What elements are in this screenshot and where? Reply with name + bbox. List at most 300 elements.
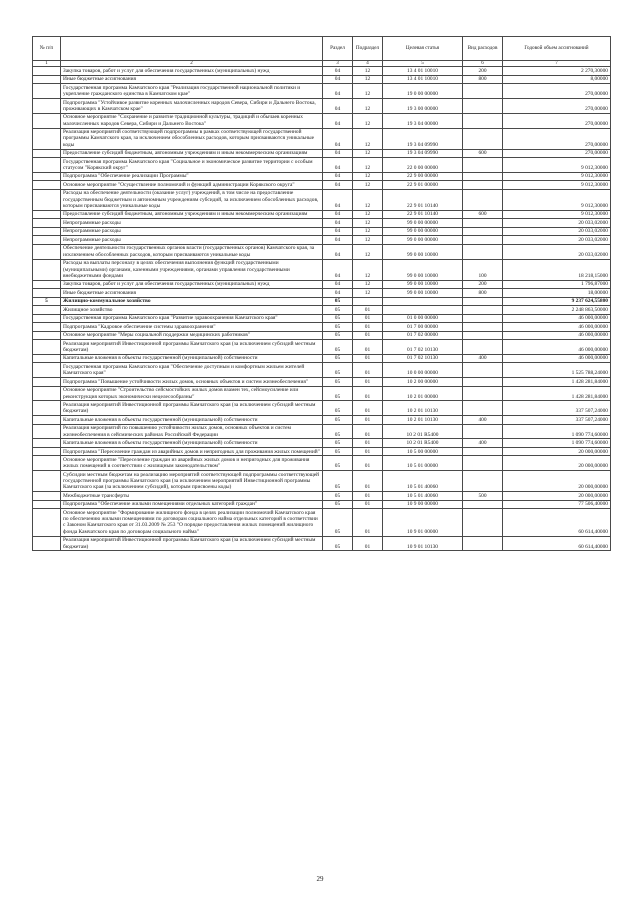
table-row xyxy=(33,354,611,362)
row-podrazdel: 12 xyxy=(353,113,383,128)
row-vr xyxy=(463,323,503,331)
row-razdel: 05 xyxy=(323,306,353,314)
row-number xyxy=(33,378,61,386)
row-csr: 99 0 00 10000 xyxy=(383,280,463,288)
row-razdel: 04 xyxy=(323,113,353,128)
row-podrazdel: 01 xyxy=(353,340,383,355)
row-amount: 9 012,30000 xyxy=(503,172,611,180)
column-number: 5 xyxy=(383,61,463,67)
row-amount: 2 248 863,50000 xyxy=(503,306,611,314)
row-razdel: 04 xyxy=(323,181,353,189)
row-number xyxy=(33,439,61,447)
row-vr xyxy=(463,158,503,173)
row-razdel: 04 xyxy=(323,189,353,210)
row-number xyxy=(33,363,61,378)
row-vr xyxy=(463,456,503,471)
row-razdel: 04 xyxy=(323,280,353,288)
row-csr: 10 0 00 00000 xyxy=(383,363,463,378)
row-name: Государственная программа Камчатского края "Реализация государственной национальной политики и укрепление гражданского единства в Камчатском крае" xyxy=(61,84,323,99)
table-row xyxy=(33,158,611,173)
row-amount: 9 012,30000 xyxy=(503,189,611,210)
row-csr: 10 2 01 10130 xyxy=(383,401,463,416)
row-name: Капитальные вложения в объекты государственной (муниципальной) собственности xyxy=(61,439,323,447)
row-csr: 99 0 00 00000 xyxy=(383,236,463,244)
row-razdel: 05 xyxy=(323,456,353,471)
row-razdel: 04 xyxy=(323,149,353,157)
row-number xyxy=(33,340,61,355)
table-row xyxy=(33,113,611,128)
table-row xyxy=(33,492,611,500)
row-amount: 1 090 774,60000 xyxy=(503,439,611,447)
row-number xyxy=(33,416,61,424)
row-number xyxy=(33,244,61,259)
row-name: Государственная программа Камчатского края "Обеспечение доступным и комфортным жильем жителей Камчатского края" xyxy=(61,363,323,378)
row-podrazdel: 01 xyxy=(353,323,383,331)
row-number xyxy=(33,456,61,471)
table-row xyxy=(33,471,611,492)
row-csr: 10 9 01 00000 xyxy=(383,509,463,536)
row-podrazdel: 01 xyxy=(353,378,383,386)
row-podrazdel: 12 xyxy=(353,172,383,180)
row-name: Государственная программа Камчатского края "Социальное и экономическое развитие территории с особым статусом "Корякский округ" xyxy=(61,158,323,173)
row-vr xyxy=(463,306,503,314)
row-name: Реализация мероприятий по повышению устойчивости жилых домов, основных объектов и систем жизнеобеспечения в сейсмических районах Российской Федерации xyxy=(61,424,323,439)
row-podrazdel: 01 xyxy=(353,386,383,401)
table-row xyxy=(33,340,611,355)
column-number: 4 xyxy=(353,61,383,67)
column-number: 6 xyxy=(463,61,503,67)
row-razdel: 05 xyxy=(323,363,353,378)
row-podrazdel: 12 xyxy=(353,259,383,280)
row-number xyxy=(33,314,61,322)
table-row xyxy=(33,98,611,113)
table-row xyxy=(33,456,611,471)
row-amount: 20 033,02000 xyxy=(503,244,611,259)
row-number xyxy=(33,447,61,455)
row-podrazdel: 01 xyxy=(353,509,383,536)
row-razdel: 05 xyxy=(323,471,353,492)
header-razdel: Раздел xyxy=(323,37,353,61)
row-podrazdel: 12 xyxy=(353,181,383,189)
row-name: Предоставление субсидий бюджетным, автономным учреждениям и иным некоммерческим организациям xyxy=(61,149,323,157)
row-podrazdel: 12 xyxy=(353,219,383,227)
row-vr xyxy=(463,189,503,210)
table-row xyxy=(33,509,611,536)
row-razdel: 05 xyxy=(323,297,353,305)
row-amount: 20 000,00000 xyxy=(503,492,611,500)
row-csr: 10 9 01 10130 xyxy=(383,536,463,551)
row-csr: 99 0 00 10000 xyxy=(383,289,463,297)
row-csr: 10 5 01 00000 xyxy=(383,456,463,471)
row-podrazdel: 01 xyxy=(353,354,383,362)
row-csr: 10 2 01 R5400 xyxy=(383,424,463,439)
row-csr: 22 9 00 00000 xyxy=(383,172,463,180)
row-razdel: 05 xyxy=(323,354,353,362)
row-number xyxy=(33,536,61,551)
row-number xyxy=(33,189,61,210)
row-podrazdel: 12 xyxy=(353,128,383,149)
row-number xyxy=(33,306,61,314)
row-razdel: 04 xyxy=(323,84,353,99)
row-name: Иные бюджетные ассигнования xyxy=(61,289,323,297)
row-amount: 46 000,00000 xyxy=(503,331,611,339)
row-podrazdel: 01 xyxy=(353,492,383,500)
row-amount: 337 507,24000 xyxy=(503,401,611,416)
row-podrazdel: 12 xyxy=(353,236,383,244)
row-csr: 13 4 01 10010 xyxy=(383,75,463,83)
row-csr: 19 3 04 09990 xyxy=(383,128,463,149)
row-podrazdel xyxy=(353,297,383,305)
row-csr: 19 3 00 00000 xyxy=(383,98,463,113)
row-csr: 22 9 01 10140 xyxy=(383,189,463,210)
row-name: Основное мероприятие "Сохранение и развитие традиционной культуры, традиций и обычаев коренных малочисленных народов Севера, Сибири и Дальнего Востока" xyxy=(61,113,323,128)
table-row xyxy=(33,500,611,508)
row-name: Подпрограмма "Обеспечение реализации Программы" xyxy=(61,172,323,180)
row-podrazdel: 01 xyxy=(353,363,383,378)
table-row xyxy=(33,67,611,75)
header-vr: Вид расходов xyxy=(463,37,503,61)
row-amount: 20 000,00000 xyxy=(503,471,611,492)
row-podrazdel: 01 xyxy=(353,456,383,471)
row-podrazdel: 01 xyxy=(353,306,383,314)
column-number: 2 xyxy=(61,61,323,67)
row-number xyxy=(33,227,61,235)
row-number xyxy=(33,128,61,149)
row-razdel: 05 xyxy=(323,500,353,508)
row-vr xyxy=(463,378,503,386)
row-name: Обеспечение деятельности государственных органов власти (государственных органов) Камчатского края, за исключением обособленных расходов, которым присваиваются уникальные коды xyxy=(61,244,323,259)
row-number xyxy=(33,289,61,297)
row-name: Жилищно-коммунальное хозяйство xyxy=(61,297,323,305)
row-amount: 60 614,40000 xyxy=(503,509,611,536)
row-vr xyxy=(463,172,503,180)
row-razdel: 04 xyxy=(323,236,353,244)
row-name: Закупка товаров, работ и услуг для обеспечения государственных (муниципальных) нужд xyxy=(61,280,323,288)
row-name: Закупка товаров, работ и услуг для обеспечения государственных (муниципальных) нужд xyxy=(61,67,323,75)
row-csr: 99 0 00 10000 xyxy=(383,259,463,280)
row-csr: 10 5 01 40060 xyxy=(383,471,463,492)
budget-page xyxy=(32,36,610,551)
row-vr xyxy=(463,363,503,378)
row-razdel: 04 xyxy=(323,219,353,227)
table-row xyxy=(33,447,611,455)
row-razdel: 05 xyxy=(323,323,353,331)
table-row xyxy=(33,75,611,83)
table-row xyxy=(33,297,611,305)
row-amount: 8,00000 xyxy=(503,75,611,83)
row-name: Основное мероприятие "Строительство сейсмостойких жилых домов взамен тех, сейсмоусиление или реконструкция которых экономически нецелесообразны" xyxy=(61,386,323,401)
row-podrazdel: 01 xyxy=(353,447,383,455)
row-amount: 1 525 788,24000 xyxy=(503,363,611,378)
row-amount: 46 000,00000 xyxy=(503,323,611,331)
row-number xyxy=(33,149,61,157)
row-name: Жилищное хозяйство xyxy=(61,306,323,314)
table-row xyxy=(33,259,611,280)
row-razdel: 05 xyxy=(323,401,353,416)
row-razdel: 05 xyxy=(323,424,353,439)
row-podrazdel: 12 xyxy=(353,75,383,83)
row-vr: 800 xyxy=(463,289,503,297)
row-number xyxy=(33,172,61,180)
row-amount: 20 033,02000 xyxy=(503,227,611,235)
row-podrazdel: 01 xyxy=(353,314,383,322)
row-csr: 19 0 00 00000 xyxy=(383,84,463,99)
row-number xyxy=(33,354,61,362)
row-vr xyxy=(463,84,503,99)
row-amount: 337 507,24000 xyxy=(503,416,611,424)
row-number xyxy=(33,219,61,227)
row-vr xyxy=(463,424,503,439)
table-row xyxy=(33,189,611,210)
row-name: Основное мероприятие "Меры социальной поддержки медицинских работников" xyxy=(61,331,323,339)
row-razdel: 04 xyxy=(323,210,353,218)
table-row xyxy=(33,280,611,288)
row-csr xyxy=(383,297,463,305)
row-podrazdel: 01 xyxy=(353,500,383,508)
row-vr xyxy=(463,244,503,259)
row-name: Межбюджетные трансферты xyxy=(61,492,323,500)
row-vr xyxy=(463,314,503,322)
table-row xyxy=(33,289,611,297)
row-vr xyxy=(463,181,503,189)
row-name: Расходы на выплаты персоналу в целях обеспечения выполнения функций государственными (муниципальными) органами, казенными учреждениями, органами управления государственными внебюджетными фондами xyxy=(61,259,323,280)
row-vr xyxy=(463,297,503,305)
row-number xyxy=(33,181,61,189)
row-csr: 13 4 01 10010 xyxy=(383,67,463,75)
row-number xyxy=(33,401,61,416)
row-razdel: 05 xyxy=(323,439,353,447)
row-vr: 600 xyxy=(463,149,503,157)
row-amount: 20 000,00000 xyxy=(503,456,611,471)
column-number: 7 xyxy=(503,61,611,67)
row-number xyxy=(33,386,61,401)
row-name: Реализация мероприятий Инвестиционной программы Камчатского края (за исключением субсидий местным бюджетам) xyxy=(61,340,323,355)
row-razdel: 05 xyxy=(323,416,353,424)
row-number xyxy=(33,492,61,500)
table-row xyxy=(33,128,611,149)
row-razdel: 05 xyxy=(323,386,353,401)
row-razdel: 04 xyxy=(323,128,353,149)
row-amount: 270,00000 xyxy=(503,98,611,113)
row-razdel: 05 xyxy=(323,509,353,536)
row-podrazdel: 12 xyxy=(353,67,383,75)
row-number: 5 xyxy=(33,297,61,305)
row-podrazdel: 01 xyxy=(353,416,383,424)
row-number xyxy=(33,424,61,439)
table-row xyxy=(33,149,611,157)
row-csr: 22 0 00 00000 xyxy=(383,158,463,173)
row-amount: 46 000,00000 xyxy=(503,314,611,322)
column-number: 3 xyxy=(323,61,353,67)
row-name: Капитальные вложения в объекты государственной (муниципальной) собственности xyxy=(61,416,323,424)
row-amount: 1 796,87000 xyxy=(503,280,611,288)
row-name: Субсидии местным бюджетам на реализацию мероприятий соответствующей подпрограммы соответствующей государственной программы Камчатского края (за исключением мероприятий Инвестиционной программы Камчатского края (за исключением субсидий), которым присвоены коды) xyxy=(61,471,323,492)
row-amount: 9 012,30000 xyxy=(503,181,611,189)
row-name: Реализация мероприятий Инвестиционной программы Камчатского края (за исключением субсидий местным бюджетам) xyxy=(61,401,323,416)
row-name: Подпрограмма "Устойчивое развитие коренных малочисленных народов Севера, Сибири и Дальнего Востока, проживающих в Камчатском крае" xyxy=(61,98,323,113)
row-podrazdel: 01 xyxy=(353,536,383,551)
row-razdel: 04 xyxy=(323,244,353,259)
table-row xyxy=(33,386,611,401)
table-row xyxy=(33,210,611,218)
row-name: Основное мероприятие "Осуществление полномочий и функций администрации Корякского округа" xyxy=(61,181,323,189)
row-name: Предоставление субсидий бюджетным, автономным учреждениям и иным некоммерческим организациям xyxy=(61,210,323,218)
row-number xyxy=(33,331,61,339)
row-name: Государственная программа Камчатского края "Развитие здравоохранения Камчатского края" xyxy=(61,314,323,322)
row-number xyxy=(33,500,61,508)
row-csr: 19 3 04 09990 xyxy=(383,149,463,157)
row-vr xyxy=(463,227,503,235)
row-razdel: 04 xyxy=(323,227,353,235)
row-csr: 10 5 00 00000 xyxy=(383,447,463,455)
row-vr xyxy=(463,500,503,508)
row-podrazdel: 12 xyxy=(353,210,383,218)
row-number xyxy=(33,84,61,99)
row-amount: 270,00000 xyxy=(503,113,611,128)
row-razdel: 05 xyxy=(323,314,353,322)
row-name: Основное мероприятие "Переселение граждан из аварийных жилых домов и непригодных для проживания жилых помещений в соответствии с жилищным законодательством" xyxy=(61,456,323,471)
column-number: 1 xyxy=(33,61,61,67)
row-vr xyxy=(463,331,503,339)
row-podrazdel: 12 xyxy=(353,280,383,288)
header-amount: Годовой объем ассигнований xyxy=(503,37,611,61)
row-razdel: 04 xyxy=(323,75,353,83)
row-amount: 9 237 624,55800 xyxy=(503,297,611,305)
row-razdel: 04 xyxy=(323,289,353,297)
row-number xyxy=(33,236,61,244)
row-vr xyxy=(463,113,503,128)
row-vr: 400 xyxy=(463,354,503,362)
row-vr xyxy=(463,447,503,455)
row-name: Непрограммные расходы xyxy=(61,219,323,227)
row-razdel: 05 xyxy=(323,340,353,355)
row-csr: 10 5 01 40060 xyxy=(383,492,463,500)
row-vr: 600 xyxy=(463,210,503,218)
row-razdel: 04 xyxy=(323,158,353,173)
table-row xyxy=(33,236,611,244)
table-row xyxy=(33,363,611,378)
table-row xyxy=(33,401,611,416)
row-amount: 2 270,30000 xyxy=(503,67,611,75)
row-amount: 77 506,40000 xyxy=(503,500,611,508)
row-csr: 10 2 01 10130 xyxy=(383,416,463,424)
row-name: Иные бюджетные ассигнования xyxy=(61,75,323,83)
table-row xyxy=(33,416,611,424)
row-vr xyxy=(463,128,503,149)
row-number xyxy=(33,158,61,173)
table-row xyxy=(33,219,611,227)
row-podrazdel: 12 xyxy=(353,84,383,99)
row-csr: 10 2 01 00000 xyxy=(383,386,463,401)
row-vr: 800 xyxy=(463,75,503,83)
table-row xyxy=(33,439,611,447)
header-podrazdel: Подраздел xyxy=(353,37,383,61)
row-vr xyxy=(463,98,503,113)
row-vr xyxy=(463,386,503,401)
row-amount: 1 428 281,84000 xyxy=(503,378,611,386)
row-podrazdel: 12 xyxy=(353,244,383,259)
row-amount: 46 000,00000 xyxy=(503,340,611,355)
row-razdel: 04 xyxy=(323,98,353,113)
row-csr: 99 0 00 00000 xyxy=(383,227,463,235)
row-number xyxy=(33,323,61,331)
row-vr xyxy=(463,536,503,551)
row-amount: 18,00000 xyxy=(503,289,611,297)
row-amount: 1 090 774,60000 xyxy=(503,424,611,439)
row-amount: 46 000,00000 xyxy=(503,354,611,362)
row-amount: 270,00000 xyxy=(503,128,611,149)
row-csr: 22 9 01 00000 xyxy=(383,181,463,189)
row-vr xyxy=(463,219,503,227)
page-number: 29 xyxy=(316,875,324,883)
row-vr xyxy=(463,471,503,492)
row-amount: 60 614,40000 xyxy=(503,536,611,551)
row-csr: 10 9 00 00000 xyxy=(383,500,463,508)
row-number xyxy=(33,471,61,492)
table-row xyxy=(33,424,611,439)
row-vr: 500 xyxy=(463,492,503,500)
row-podrazdel: 12 xyxy=(353,189,383,210)
row-csr: 10 2 00 00000 xyxy=(383,378,463,386)
row-podrazdel: 01 xyxy=(353,331,383,339)
row-amount: 20 033,02000 xyxy=(503,219,611,227)
row-vr xyxy=(463,401,503,416)
row-podrazdel: 01 xyxy=(353,439,383,447)
table-row xyxy=(33,331,611,339)
row-csr: 10 2 01 R5400 xyxy=(383,439,463,447)
row-amount: 270,00000 xyxy=(503,149,611,157)
row-podrazdel: 12 xyxy=(353,98,383,113)
budget-table xyxy=(32,36,611,551)
row-amount: 9 012,30000 xyxy=(503,158,611,173)
row-amount: 20 000,00000 xyxy=(503,447,611,455)
table-row xyxy=(33,227,611,235)
row-name: Капитальные вложения в объекты государственной (муниципальной) собственности xyxy=(61,354,323,362)
row-vr xyxy=(463,509,503,536)
row-number xyxy=(33,113,61,128)
header-csr: Целевая статья xyxy=(383,37,463,61)
row-podrazdel: 12 xyxy=(353,149,383,157)
row-name: Расходы на обеспечение деятельности (оказание услуг) учреждений, в том числе на предоставление государственным бюджетным и автономным учреждениям субсидий, за исключением обособленных расходов, которым присваиваются уникальные коды xyxy=(61,189,323,210)
row-number xyxy=(33,210,61,218)
table-row xyxy=(33,378,611,386)
row-name: Реализация мероприятий Инвестиционной программы Камчатского края (за исключением субсидий местным бюджетам) xyxy=(61,536,323,551)
row-razdel: 05 xyxy=(323,447,353,455)
header-name xyxy=(61,37,323,61)
row-name: Подпрограмма "Кадровое обеспечение системы здравоохранения" xyxy=(61,323,323,331)
table-row xyxy=(33,84,611,99)
table-body xyxy=(33,67,611,551)
row-csr: 01 0 00 00000 xyxy=(383,314,463,322)
row-csr: 99 0 00 00000 xyxy=(383,219,463,227)
row-name: Подпрограмма "Повышение устойчивости жилых домов, основных объектов и систем жизнеобеспечения" xyxy=(61,378,323,386)
row-number xyxy=(33,259,61,280)
row-name: Подпрограмма "Обеспечение жилыми помещениями отдельных категорий граждан" xyxy=(61,500,323,508)
row-podrazdel: 12 xyxy=(353,158,383,173)
row-name: Непрограммные расходы xyxy=(61,236,323,244)
row-csr: 01 7 00 00000 xyxy=(383,323,463,331)
row-podrazdel: 01 xyxy=(353,424,383,439)
table-row xyxy=(33,536,611,551)
table-row xyxy=(33,314,611,322)
row-vr: 400 xyxy=(463,416,503,424)
table-row xyxy=(33,306,611,314)
row-podrazdel: 01 xyxy=(353,401,383,416)
header-row xyxy=(33,37,611,61)
row-number xyxy=(33,67,61,75)
row-razdel: 05 xyxy=(323,492,353,500)
row-razdel: 04 xyxy=(323,259,353,280)
